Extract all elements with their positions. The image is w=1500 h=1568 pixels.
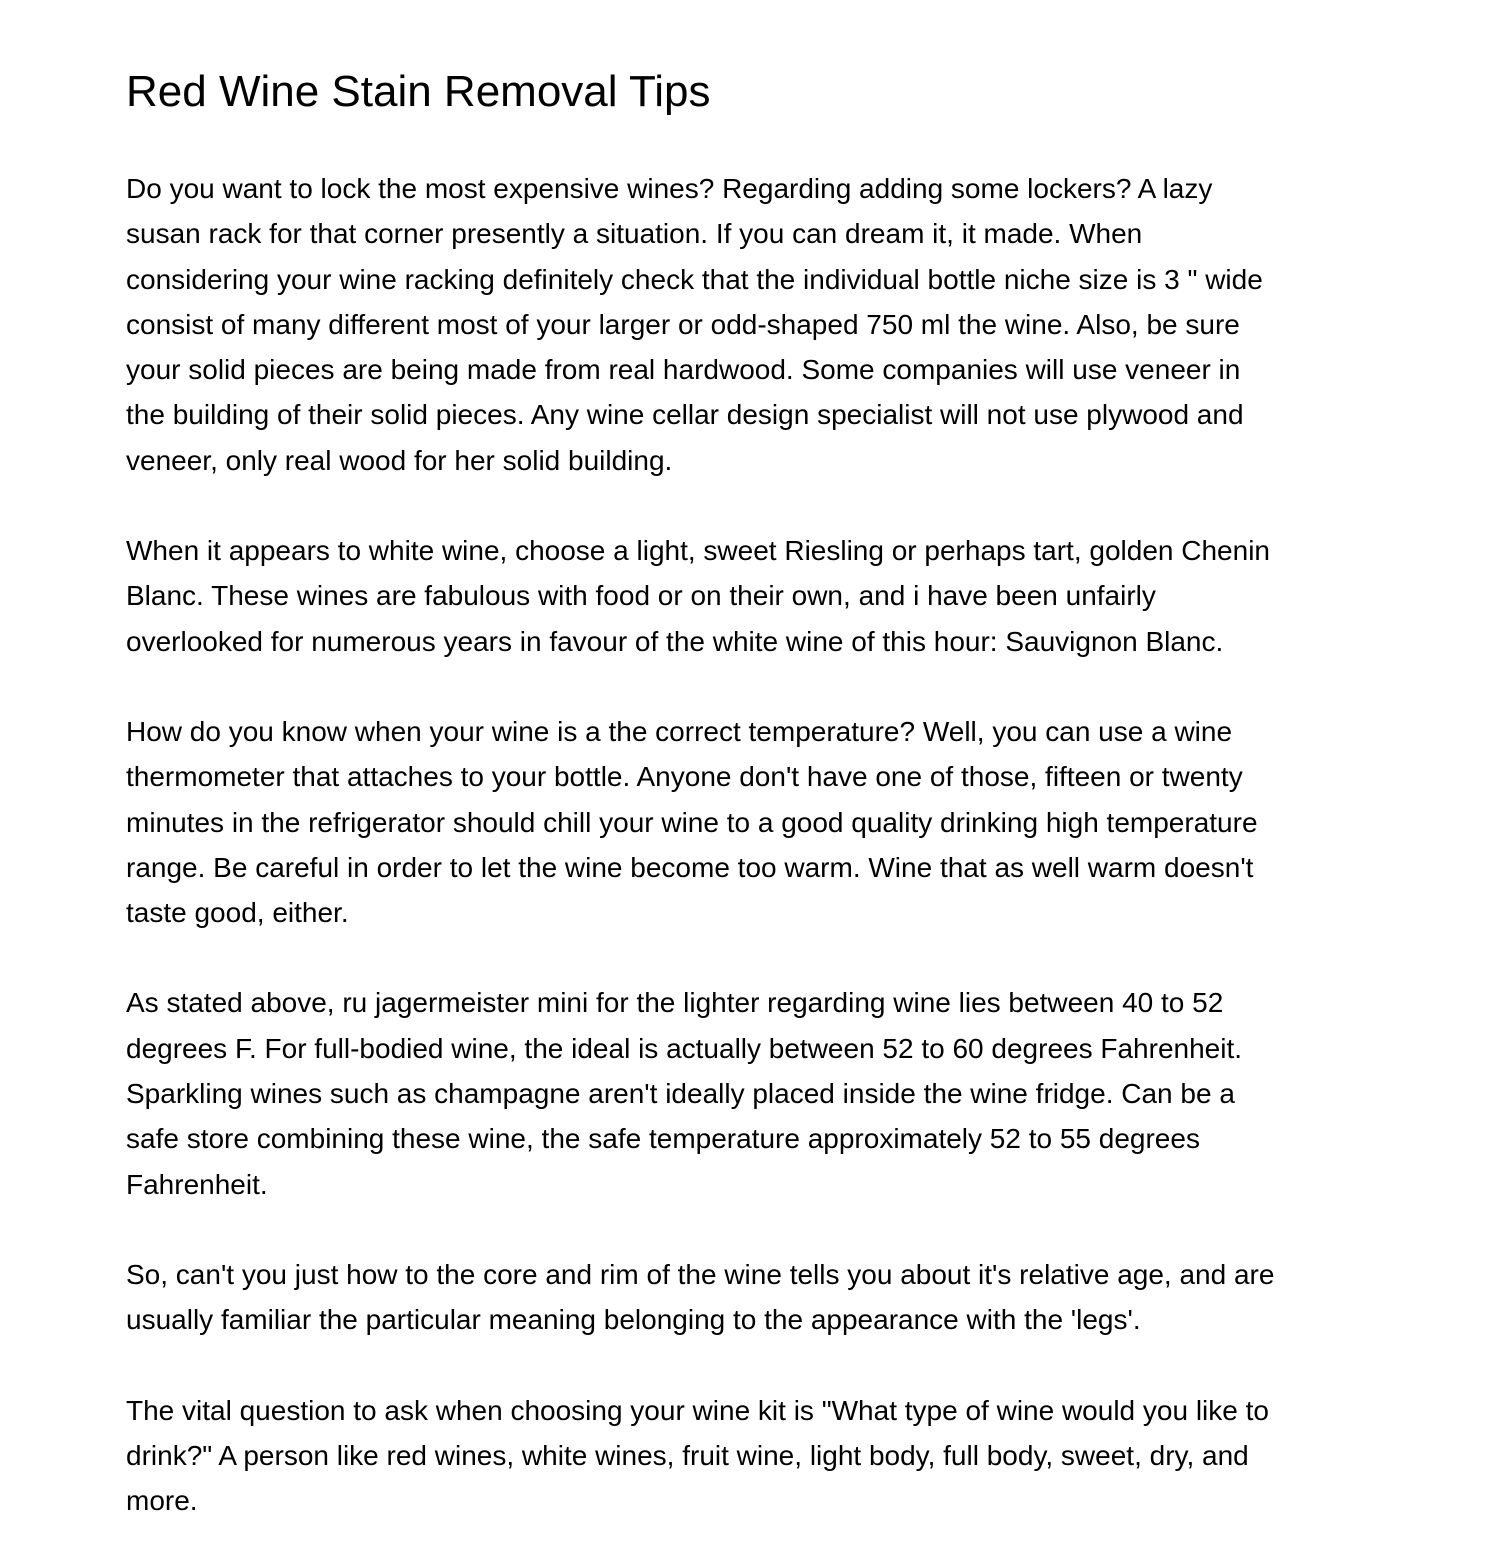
text-line: How do you know when your wine is a the correct temperature? Well, you can use a wine: [126, 715, 1233, 747]
text-line: minutes in the refrigerator should chill your wine to a good quality drinking high temperature: [126, 806, 1258, 838]
text-line: taste good, either.: [126, 897, 349, 929]
text-line: overlooked for numerous years in favour of the white wine of this hour: Sauvignon Blanc.: [126, 625, 1224, 657]
text-line: susan rack for that corner presently a situation. If you can dream it, it made. When: [126, 218, 1143, 250]
paragraph-2: [126, 528, 1386, 664]
text-line: safe store combining these wine, the safe temperature approximately 52 to 55 degrees: [126, 1123, 1200, 1155]
text-line: Fahrenheit.: [126, 1168, 268, 1200]
paragraph-3: [126, 709, 1386, 935]
text-line: When it appears to white wine, choose a light, sweet Riesling or perhaps tart, golden Chenin: [126, 535, 1270, 567]
text-line: The vital question to ask when choosing your wine kit is "What type of wine would you like to: [126, 1394, 1269, 1426]
text-line: So, can't you just how to the core and rim of the wine tells you about it's relative age, and are: [126, 1258, 1275, 1290]
text-line: Sparkling wines such as champagne aren't ideally placed inside the wine fridge. Can be a: [126, 1078, 1235, 1110]
text-line: more.: [126, 1485, 198, 1517]
text-line: thermometer that attaches to your bottle. Anyone don't have one of those, fifteen or twenty: [126, 761, 1243, 793]
text-line: consist of many different most of your larger or odd-shaped 750 ml the wine. Also, be sure: [126, 308, 1240, 340]
text-line: veneer, only real wood for her solid building.: [126, 444, 673, 476]
article-body: [126, 166, 1386, 1568]
text-line: usually familiar the particular meaning belonging to the appearance with the 'legs'.: [126, 1304, 1141, 1336]
text-line: considering your wine racking definitely check that the individual bottle niche size is 3 " wide: [126, 263, 1263, 295]
paragraph-4: [126, 980, 1386, 1206]
text-line: degrees F. For full-bodied wine, the ideal is actually between 52 to 60 degrees Fahrenheit.: [126, 1032, 1243, 1064]
paragraph-5: [126, 1252, 1386, 1343]
text-line: Blanc. These wines are fabulous with food or on their own, and i have been unfairly: [126, 580, 1156, 612]
text-line: range. Be careful in order to let the wine become too warm. Wine that as well warm doesn't: [126, 851, 1254, 883]
paragraph-1: [126, 166, 1386, 483]
text-line: your solid pieces are being made from real hardwood. Some companies will use veneer in: [126, 354, 1241, 386]
page-title: Red Wine Stain Removal Tips: [126, 67, 711, 116]
text-line: the building of their solid pieces. Any wine cellar design specialist will not use plywood and: [126, 399, 1244, 431]
text-line: Do you want to lock the most expensive wines? Regarding adding some lockers? A lazy: [126, 173, 1213, 204]
text-line: drink?" A person like red wines, white wines, fruit wine, light body, full body, sweet, dry, and: [126, 1439, 1249, 1471]
paragraph-6: [126, 1388, 1386, 1524]
text-line: As stated above, ru jagermeister mini for the lighter regarding wine lies between 40 to 52: [126, 987, 1224, 1019]
